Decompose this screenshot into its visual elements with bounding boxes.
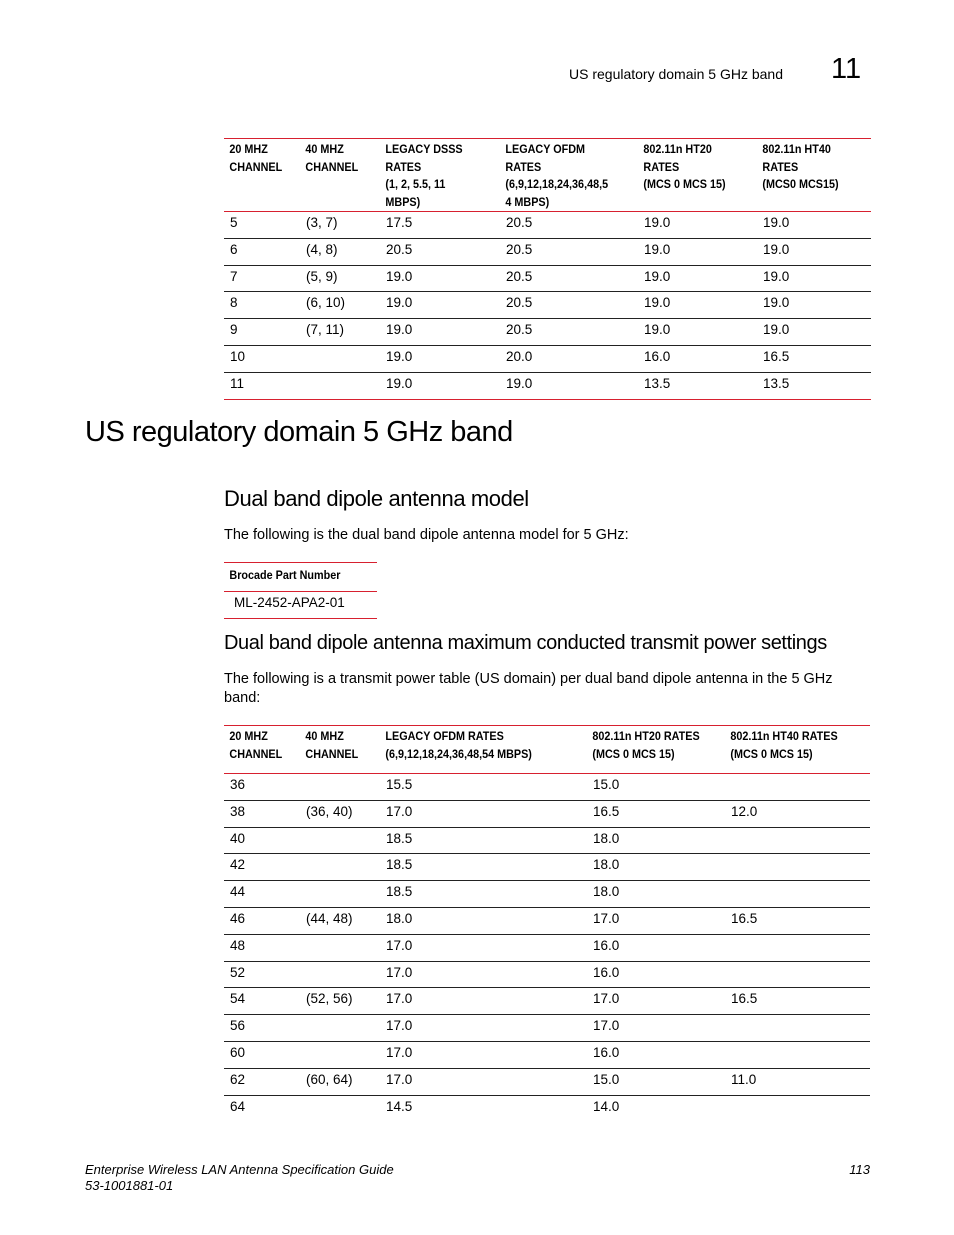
table-cell: 42 (230, 857, 246, 873)
table-cell (300, 934, 380, 961)
table-cell: 17.0 (386, 991, 413, 1007)
col-header: Brocade Part Number (229, 568, 341, 582)
table-cell (725, 774, 870, 801)
table-cell: (3, 7) (306, 215, 338, 230)
table-cell: 64 (230, 1098, 246, 1114)
table-cell: 13.5 (644, 375, 671, 391)
table-cell (300, 1041, 380, 1068)
table-cell: 16.0 (593, 964, 620, 980)
table-cell: (36, 40) (306, 803, 353, 819)
table-cell: 19.0 (386, 322, 413, 338)
table-cell: 17.0 (593, 1018, 620, 1034)
table-cell: 20.0 (506, 348, 533, 364)
table-cell: 9 (230, 322, 238, 338)
table-cell: 17.0 (593, 991, 620, 1007)
table-row (224, 319, 871, 346)
table-cell (300, 345, 380, 372)
footer-page-number: 113 (849, 1162, 870, 1177)
table-row (224, 934, 870, 961)
table-header-row (224, 726, 870, 774)
table-cell: ML-2452-APA2-01 (234, 595, 345, 610)
power-table-5ghz (224, 725, 870, 1121)
table-cell: 16.0 (644, 348, 671, 364)
antenna-model-intro: The following is the dual band dipole antenna model for 5 GHz: (224, 527, 629, 543)
table-row (224, 1068, 870, 1095)
part-number-table (224, 562, 377, 619)
table-cell: 48 (230, 937, 246, 953)
table-cell: 19.0 (506, 375, 533, 391)
table-cell: 56 (230, 1018, 246, 1034)
table-cell: 17.5 (386, 215, 413, 230)
table-cell: 19.0 (763, 241, 790, 257)
table-cell (300, 1095, 380, 1121)
running-header-title: US regulatory domain 5 GHz band (569, 66, 783, 82)
col-header: 802.11n HT40 RATES (MCS 0 MCS 15) (730, 729, 838, 761)
table-cell: 40 (230, 830, 246, 846)
table-row (224, 774, 870, 801)
table-cell: 46 (230, 910, 246, 926)
table-cell: 19.0 (763, 215, 790, 230)
table-cell: 19.0 (386, 348, 413, 364)
table-cell: 19.0 (386, 295, 413, 311)
table-cell: 16.5 (731, 910, 758, 926)
footer-doc-number: 53-1001881-01 (85, 1178, 174, 1193)
table-row (224, 1095, 870, 1121)
table-row (224, 907, 870, 934)
table-cell: 15.0 (593, 777, 620, 792)
table-cell: (7, 11) (306, 322, 345, 338)
table-cell (725, 854, 870, 881)
table-cell: 52 (230, 964, 246, 980)
table-cell: 18.0 (593, 830, 620, 846)
col-header: LEGACY OFDM RATES (6,9,12,18,24,36,48,54 MBPS) (385, 729, 532, 761)
table-row (224, 854, 870, 881)
col-header: 40 MHZ CHANNEL (305, 142, 359, 174)
col-header: 20 MHZ CHANNEL (229, 729, 283, 761)
table-cell: 14.5 (386, 1098, 413, 1114)
table-cell: 14.0 (593, 1098, 620, 1114)
footer-guide-title: Enterprise Wireless LAN Antenna Specification Guide (85, 1162, 394, 1177)
table-cell: (5, 9) (306, 268, 338, 284)
table-cell: 60 (230, 1044, 246, 1060)
table-cell: 13.5 (763, 375, 790, 391)
table-cell: (60, 64) (306, 1071, 353, 1087)
table-cell (300, 881, 380, 908)
power-table-2-4ghz (224, 138, 871, 400)
table-row (224, 372, 871, 399)
table-cell: 18.0 (593, 857, 620, 873)
table-cell: 15.5 (386, 777, 413, 792)
table-cell: 18.5 (386, 830, 413, 846)
table-cell: 17.0 (386, 803, 413, 819)
table-cell: (4, 8) (306, 241, 338, 257)
table-cell: 6 (230, 241, 238, 257)
col-header: 802.11n HT40 RATES (MCS0 MCS15) (762, 142, 839, 191)
table-cell: 19.0 (644, 322, 671, 338)
table-cell: 16.0 (593, 937, 620, 953)
table-row (224, 212, 871, 239)
table-cell: 20.5 (506, 215, 533, 230)
table-cell: (52, 56) (306, 991, 353, 1007)
table-cell: 20.5 (506, 241, 533, 257)
table-row (224, 800, 870, 827)
table-cell (300, 774, 380, 801)
table-cell: 19.0 (644, 295, 671, 311)
col-header: 802.11n HT20 RATES (MCS 0 MCS 15) (592, 729, 700, 761)
table-cell: 18.5 (386, 884, 413, 900)
subsection-title-antenna-model: Dual band dipole antenna model (224, 486, 529, 511)
table-row (224, 961, 870, 988)
table-cell: 10 (230, 348, 246, 364)
table-cell: 16.5 (593, 803, 620, 819)
table-cell (300, 854, 380, 881)
table-cell: 18.5 (386, 857, 413, 873)
table-cell: 20.5 (506, 268, 533, 284)
table-cell: 16.5 (731, 991, 758, 1007)
table-cell: 16.0 (593, 1044, 620, 1060)
table-cell: 54 (230, 991, 246, 1007)
table-cell: 16.5 (763, 348, 790, 364)
table-cell: 5 (230, 215, 238, 230)
table-row (224, 1041, 870, 1068)
table-cell: 19.0 (763, 322, 790, 338)
table-cell (300, 372, 380, 399)
table-row (224, 238, 871, 265)
col-header: 802.11n HT20 RATES (MCS 0 MCS 15) (643, 142, 726, 191)
table-cell: 11 (230, 375, 245, 391)
table-row (224, 292, 871, 319)
table-cell: (44, 48) (306, 910, 353, 926)
col-header: LEGACY DSSS RATES (1, 2, 5.5, 11 MBPS) (385, 142, 463, 209)
table-cell (725, 827, 870, 854)
chapter-number: 11 (831, 53, 862, 85)
table-cell: 8 (230, 295, 238, 311)
table-cell: 12.0 (731, 803, 758, 819)
table-cell: 17.0 (386, 1044, 413, 1060)
table-cell (725, 881, 870, 908)
table-row (224, 1015, 870, 1042)
table-cell: 44 (230, 884, 246, 900)
section-title: US regulatory domain 5 GHz band (85, 416, 513, 448)
table-cell: 18.0 (593, 884, 620, 900)
table-cell: 17.0 (386, 1018, 413, 1034)
table-header-row (224, 139, 871, 212)
table-row (224, 988, 870, 1015)
col-header: 20 MHZ CHANNEL (229, 142, 283, 174)
col-header: LEGACY OFDM RATES (6,9,12,18,24,36,48,5 4 MBPS) (505, 142, 609, 209)
table-header-row (224, 563, 377, 592)
table-cell: 17.0 (593, 910, 620, 926)
table-cell: 19.0 (644, 215, 671, 230)
table-cell: 18.0 (386, 910, 413, 926)
table-cell (725, 1095, 870, 1121)
table-cell (725, 1015, 870, 1042)
table-cell: 19.0 (644, 241, 671, 257)
table-cell: 36 (230, 777, 246, 792)
table-cell: 17.0 (386, 1071, 413, 1087)
table-cell: 20.5 (506, 295, 533, 311)
table-cell: 15.0 (593, 1071, 620, 1087)
table-cell (300, 961, 380, 988)
table-cell: 17.0 (386, 964, 413, 980)
table-row (224, 265, 871, 292)
table-cell: 17.0 (386, 937, 413, 953)
table-cell (725, 934, 870, 961)
table-cell: 20.5 (386, 241, 413, 257)
table-cell: (6, 10) (306, 295, 346, 311)
col-header: 40 MHZ CHANNEL (305, 729, 359, 761)
table-cell: 62 (230, 1071, 246, 1087)
table-cell (300, 1015, 380, 1042)
table-row (224, 345, 871, 372)
table-cell: 19.0 (763, 295, 790, 311)
table-cell: 11.0 (731, 1071, 757, 1087)
table-cell: 19.0 (386, 268, 413, 284)
table-row (224, 592, 377, 619)
subsection-title-power-settings: Dual band dipole antenna maximum conducted transmit power settings (224, 632, 827, 654)
table-cell (725, 961, 870, 988)
table-cell: 19.0 (386, 375, 413, 391)
table-cell: 19.0 (644, 268, 671, 284)
table-cell: 19.0 (763, 268, 790, 284)
table-row (224, 881, 870, 908)
table-row (224, 827, 870, 854)
table-cell: 20.5 (506, 322, 533, 338)
power-settings-intro: The following is a transmit power table (US domain) per dual band dipole antenna in the 5 GHz band: (224, 671, 833, 706)
table-cell: 38 (230, 803, 246, 819)
table-cell (300, 827, 380, 854)
table-cell (725, 1041, 870, 1068)
table-cell: 7 (230, 268, 238, 284)
